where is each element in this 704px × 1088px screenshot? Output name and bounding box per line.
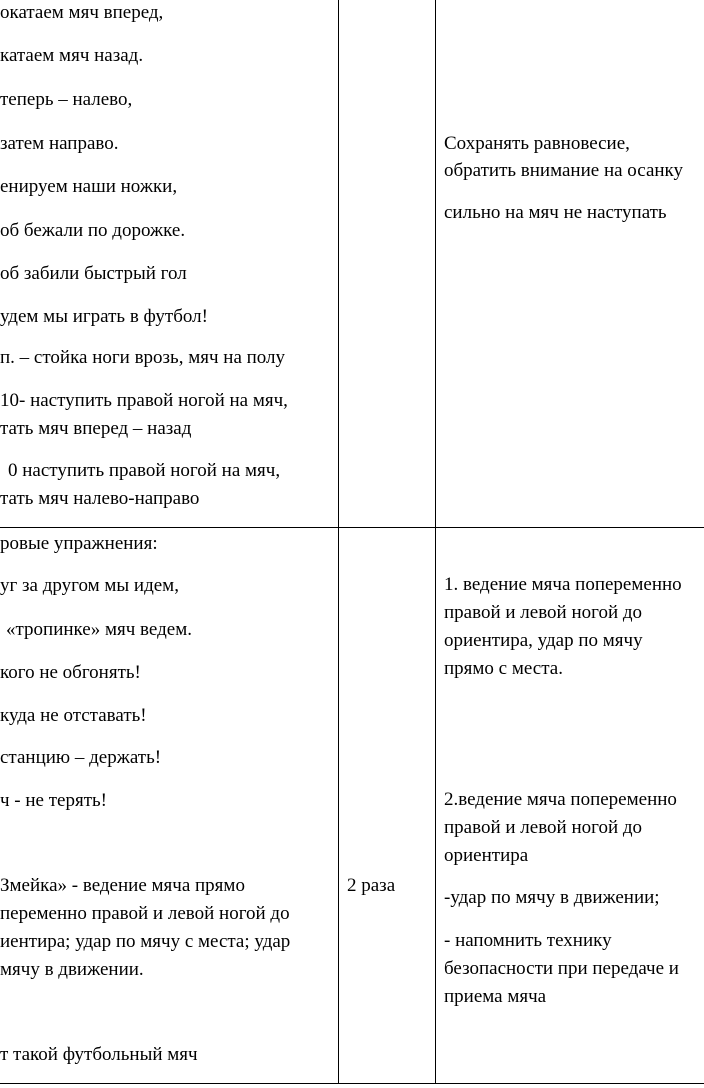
note-line: Сохранять равновесие,	[444, 133, 630, 154]
table-border-bottom	[0, 1083, 704, 1084]
exercise-line: теперь – налево,	[0, 89, 133, 110]
exercise-line: об забили быстрый гол	[0, 263, 187, 284]
exercise-line: т такой футбольный мяч	[0, 1044, 198, 1065]
exercise-line: енируем наши ножки,	[0, 176, 178, 197]
row1-exercise-cell	[0, 0, 338, 527]
exercise-line: удем мы играть в футбол!	[0, 306, 208, 327]
row2-dosage-cell	[339, 528, 435, 1083]
note-line: безопасности при передаче и	[444, 958, 679, 979]
note-line: 2.ведение мяча попеременно	[444, 789, 677, 810]
note-line: приема мяча	[444, 986, 547, 1007]
exercise-line: «тропинке» мяч ведем.	[6, 619, 192, 640]
exercise-line: переменно правой и левой ногой до	[0, 903, 290, 924]
note-line: правой и левой ногой до	[444, 602, 643, 623]
row2-exercise-cell	[0, 528, 338, 1083]
exercise-line: п. – стойка ноги врозь, мяч на полу	[0, 347, 286, 368]
note-line: - напомнить технику	[444, 930, 612, 951]
exercise-line: уг за другом мы идем,	[0, 575, 179, 596]
note-line: обратить внимание на осанку	[444, 160, 684, 181]
note-line: ориентира	[444, 845, 529, 866]
exercise-line: куда не отставать!	[0, 705, 147, 726]
exercise-line: окатаем мяч вперед,	[0, 2, 164, 23]
exercise-line: об бежали по дорожке.	[0, 220, 186, 241]
note-line: ориентира, удар по мячу	[444, 630, 643, 651]
note-line: -удар по мячу в движении;	[444, 887, 660, 908]
exercise-line: затем направо.	[0, 133, 119, 154]
exercise-line: кого не обгонять!	[0, 662, 141, 683]
note-line: правой и левой ногой до	[444, 817, 643, 838]
note-line: прямо с места.	[444, 658, 563, 679]
note-line: 1. ведение мяча попеременно	[444, 574, 682, 595]
exercise-line: Змейка» - ведение мяча прямо	[0, 875, 245, 896]
exercise-line: тать мяч налево-направо	[0, 488, 200, 509]
exercise-line: тать мяч вперед – назад	[0, 418, 192, 439]
dosage-value: 2 раза	[347, 875, 396, 896]
exercise-line: ровые упражнения:	[0, 533, 158, 554]
exercise-line: 10- наступить правой ногой на мяч,	[0, 390, 288, 411]
row1-dosage-cell	[339, 0, 435, 527]
exercise-line: 0 наступить правой ногой на мяч,	[8, 460, 281, 481]
exercise-line: станцию – держать!	[0, 747, 162, 768]
exercise-line: иентира; удар по мячу с места; удар	[0, 931, 291, 952]
note-line: сильно на мяч не наступать	[444, 202, 667, 223]
row1-notes-cell	[436, 0, 704, 527]
exercise-line: ч - не терять!	[0, 790, 108, 811]
exercise-line: мячу в движении.	[0, 959, 144, 980]
exercise-line: катаем мяч назад.	[0, 45, 144, 66]
row2-notes-cell	[436, 528, 704, 1083]
